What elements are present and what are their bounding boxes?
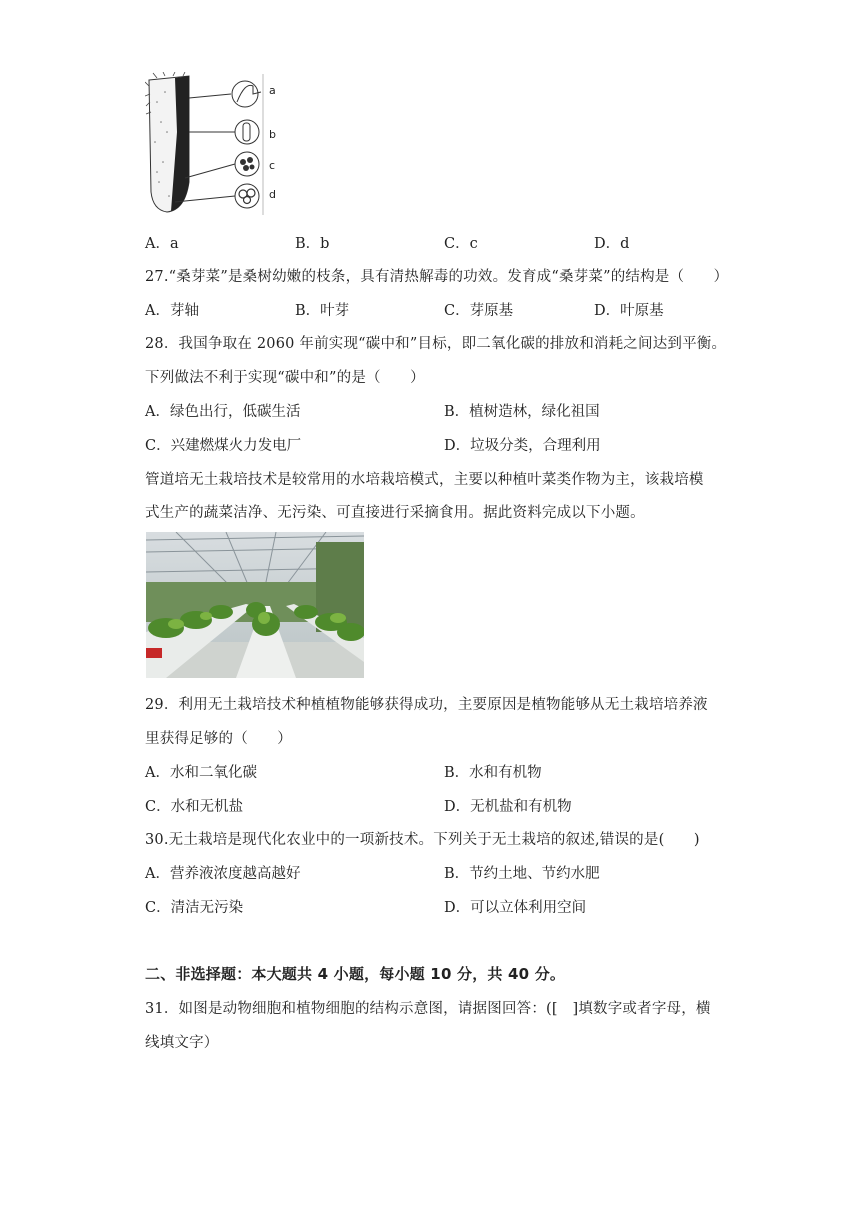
q26-option-a: A．a xyxy=(145,236,179,252)
label-c: c xyxy=(269,159,276,172)
q27-stem: 27.“桑芽菜”是桑树幼嫩的枝条，具有清热解毒的功效。发育成“桑芽菜”的结构是（ ） xyxy=(145,269,729,285)
label-a: a xyxy=(269,84,276,97)
material-line1: 管道培无土栽培技术是较常用的水培栽培模式，主要以种植叶菜类作物为主，该栽培模 xyxy=(145,472,704,488)
q28-stem-line1: 28．我国争取在 2060 年前实现“碳中和”目标，即二氧化碳的排放和消耗之间达到平衡。 xyxy=(145,336,727,352)
q29-option-c: C．水和无机盐 xyxy=(145,799,244,815)
q29-stem-line1: 29．利用无土栽培技术种植植物能够获得成功，主要原因是植物能够从无土栽培培养液 xyxy=(145,697,708,713)
q30-option-a: A．营养液浓度越高越好 xyxy=(145,866,301,882)
q27-option-a: A．芽轴 xyxy=(145,303,199,319)
q29-option-a: A．水和二氧化碳 xyxy=(145,765,257,781)
q30-option-b: B．节约土地、节约水肥 xyxy=(444,866,600,882)
q28-option-d: D．垃圾分类，合理利用 xyxy=(444,438,601,454)
q29-option-d: D．无机盐和有机物 xyxy=(444,799,572,815)
root-tip-figure xyxy=(145,72,285,217)
q29-stem-line2: 里获得足够的（ ） xyxy=(145,731,292,747)
q31-stem-line1: 31．如图是动物细胞和植物细胞的结构示意图，请据图回答：([ ]填数字或者字母，横 xyxy=(145,1001,711,1017)
q28-option-c: C．兴建燃煤火力发电厂 xyxy=(145,438,302,454)
q30-option-d: D．可以立体利用空间 xyxy=(444,900,587,916)
q30-stem: 30.无土栽培是现代化农业中的一项新技术。下列关于无土栽培的叙述,错误的是( ) xyxy=(145,832,700,848)
q29-option-b: B．水和有机物 xyxy=(444,765,542,781)
greenhouse-photo xyxy=(146,532,364,678)
label-b: b xyxy=(269,128,276,141)
q31-stem-line2: 线填文字） xyxy=(145,1035,219,1051)
q28-option-b: B．植树造林，绿化祖国 xyxy=(444,404,600,420)
section2-heading: 二、非选择题：本大题共 4 小题，每小题 10 分，共 40 分。 xyxy=(145,965,566,983)
material-line2: 式生产的蔬菜洁净、无污染、可直接进行采摘食用。据此资料完成以下小题。 xyxy=(145,505,645,521)
root-tip-diagram xyxy=(145,72,285,217)
q28-option-a: A．绿色出行，低碳生活 xyxy=(145,404,301,420)
q28-stem-line2: 下列做法不利于实现“碳中和”的是（ ） xyxy=(145,370,425,386)
greenhouse-image xyxy=(146,532,364,678)
label-d: d xyxy=(269,188,276,201)
q26-option-d: D．d xyxy=(594,236,630,252)
q26-option-c: C．c xyxy=(444,236,478,252)
q30-option-c: C．清洁无污染 xyxy=(145,900,244,916)
q27-option-d: D．叶原基 xyxy=(594,303,664,319)
q27-option-c: C．芽原基 xyxy=(444,303,514,319)
q27-option-b: B．叶芽 xyxy=(295,303,350,319)
q26-option-b: B．b xyxy=(295,236,330,252)
